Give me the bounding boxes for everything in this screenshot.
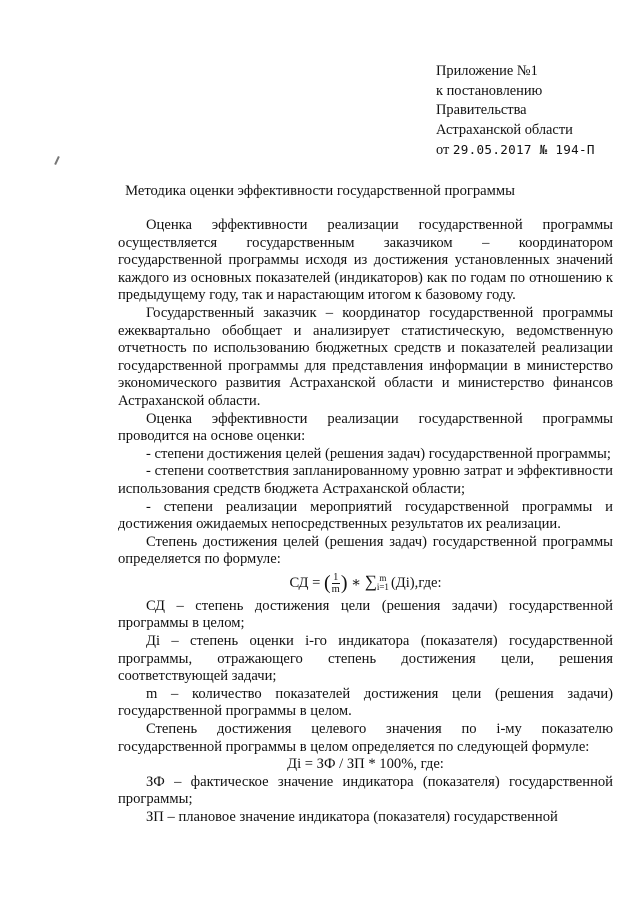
stamp-line: Приложение №1 [436, 63, 538, 79]
stamp-date-line [436, 140, 626, 161]
bullet-item: - степени соответствия запланированному уровню затрат и эффективности использования средств бюджета Астраханской области; [118, 463, 613, 497]
document-title: Методика оценки эффективности государственной программы [125, 183, 515, 199]
stamp-date-number: 29.05.2017 № 194-П [452, 142, 595, 158]
bullet-item: - степени достижения целей (решения задач) государственной программы; [146, 445, 611, 462]
formula-argument: (Дi),где: [390, 574, 442, 591]
fraction-denominator: m [331, 583, 340, 595]
appendix-stamp [436, 62, 626, 161]
formula-paren-close: ) [340, 571, 348, 594]
fraction-numerator: 1 [333, 571, 339, 583]
definition-item: ЗФ – фактическое значение индикатора (показателя) государственной программы; [118, 773, 613, 808]
sum-upper: m [379, 573, 387, 584]
formula-paren-open: ( [323, 571, 331, 594]
stamp-line: Астраханской области [436, 121, 573, 138]
stamp-prefix: от [436, 142, 450, 159]
formula-lhs: СД [289, 574, 309, 591]
bullet-item: - степени реализации мероприятий государственной программы и достижения ожидаемых непосредственных результатов их реализации. [118, 498, 613, 533]
paragraph: Государственный заказчик – координатор государственной программы ежеквартально обобщает и анализирует статистическую, ведомственную отчетность по использованию бюджетных средств и показателей реализации государственной программы для представления информации в министерство экономического развития Астраханской области и министерство финансов Астраханской области. [118, 304, 613, 409]
scan-mark [54, 156, 60, 165]
paragraph: Степень достижения целей (решения задач) государственной программы определяется по формуле: [118, 533, 613, 568]
definition-item: m – количество показателей достижения цели (решения задачи) государственной программы в целом. [118, 685, 613, 720]
formula-eq: = [312, 574, 321, 591]
definition-item: ЗП – плановое значение индикатора (показателя) государственной [146, 809, 558, 825]
paragraph: Оценка эффективности реализации государственной программы осуществляется государственным заказчиком – координатором государственной программы исходя из достижения установленных значений каждого из основных показателей (индикаторов) как по годам по отношению к предыдущему году, так и нарастающим итогом к базовому году. [118, 217, 613, 304]
definition-item: СД – степень достижения цели (решения задачи) государственной программы в целом; [118, 597, 613, 632]
paragraph: Степень достижения целевого значения по i-му показателю государственной программы в целом определяется по следующей формуле: [118, 721, 613, 755]
formula-sum-sign: ∑ [364, 571, 377, 591]
sum-lower: i=1 [376, 582, 389, 593]
formula-fraction [332, 572, 340, 595]
formula-sd [118, 572, 613, 595]
document-body [118, 217, 613, 827]
stamp-line: к постановлению [436, 82, 543, 99]
stamp-line: Правительства [436, 102, 527, 119]
paragraph: Оценка эффективности реализации государственной программы проводится на основе оценки: [118, 410, 613, 445]
definition-item: Дi – степень оценки i-го индикатора (показателя) государственной программы, отражающего степень достижения цели, решения соответствующей задачи; [118, 633, 613, 685]
sum-limits [377, 574, 389, 592]
formula-di: Дi = ЗФ / ЗП * 100%, где: [287, 756, 444, 773]
formula-operator: ∗ [351, 574, 362, 591]
